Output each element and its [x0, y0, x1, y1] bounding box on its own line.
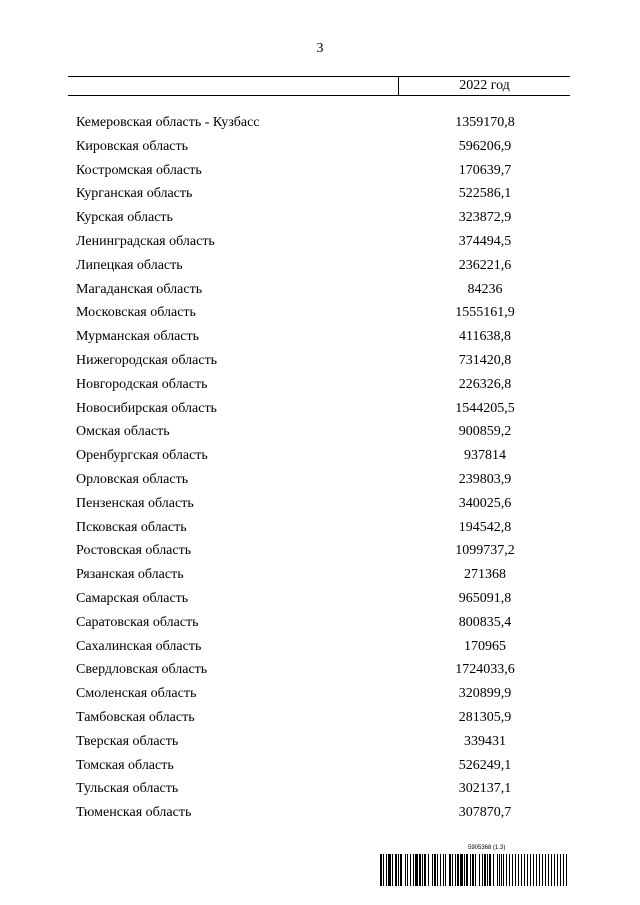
region-name: Пензенская область — [76, 495, 194, 511]
table-row — [0, 111, 640, 135]
table-row — [0, 373, 640, 397]
region-value: 323872,9 — [458, 210, 512, 226]
region-name: Тульская область — [76, 781, 179, 797]
region-value: 84236 — [467, 281, 503, 297]
table-row — [0, 254, 640, 278]
region-value: 339431 — [464, 733, 506, 749]
region-name: Кемеровская область - Кузбасс — [76, 115, 260, 130]
region-name: Саратовская область — [76, 614, 199, 630]
region-name: Омская область — [76, 424, 170, 440]
table-row — [0, 635, 640, 659]
region-name: Ростовская область — [76, 543, 192, 559]
region-value: 340025,6 — [458, 495, 512, 511]
table-row — [0, 206, 640, 230]
document-barcode — [380, 845, 570, 887]
table-row — [0, 682, 640, 706]
barcode-label: 5905368 (1.3) — [468, 845, 506, 851]
region-value: 731420,8 — [458, 352, 512, 368]
region-value: 194542,8 — [458, 519, 512, 535]
table-row — [0, 135, 640, 159]
year-column-header: 2022 год — [459, 78, 510, 93]
barcode-icon — [380, 854, 570, 886]
region-value: 1544205,5 — [455, 400, 515, 416]
table-row — [0, 611, 640, 635]
region-value: 1359170,8 — [455, 115, 515, 130]
region-value: 526249,1 — [458, 757, 512, 773]
region-value: 236221,6 — [458, 257, 512, 273]
region-value: 1099737,2 — [455, 543, 515, 559]
region-name: Тамбовская область — [76, 709, 195, 725]
region-value: 302137,1 — [458, 781, 512, 797]
table-row — [0, 492, 640, 516]
region-name: Самарская область — [76, 590, 189, 606]
region-name: Ленинградская область — [76, 233, 215, 249]
table-row — [0, 516, 640, 540]
table-row — [0, 159, 640, 183]
region-name: Магаданская область — [76, 281, 203, 297]
region-name: Липецкая область — [76, 257, 183, 273]
region-name: Курганская область — [76, 186, 193, 202]
table-row — [0, 230, 640, 254]
region-name: Курская область — [76, 210, 173, 226]
table-row — [0, 301, 640, 325]
table-row — [0, 420, 640, 444]
region-value: 271368 — [464, 567, 506, 583]
table-row — [0, 706, 640, 730]
region-value: 900859,2 — [458, 424, 512, 440]
region-name: Рязанская область — [76, 567, 184, 583]
region-value: 1724033,6 — [455, 662, 515, 678]
region-value: 374494,5 — [458, 233, 512, 249]
region-name: Новосибирская область — [76, 400, 217, 416]
region-name: Московская область — [76, 305, 196, 321]
region-value: 596206,9 — [458, 138, 512, 154]
table-row — [0, 444, 640, 468]
region-value: 320899,9 — [458, 686, 512, 702]
region-value: 226326,8 — [458, 376, 512, 392]
table-row — [0, 563, 640, 587]
region-value: 170965 — [464, 638, 506, 654]
region-value: 281305,9 — [458, 709, 512, 725]
region-value: 307870,7 — [458, 805, 512, 821]
region-name: Кировская область — [76, 138, 189, 154]
region-value: 1555161,9 — [455, 305, 515, 321]
region-name: Орловская область — [76, 471, 189, 487]
table-row — [0, 754, 640, 778]
region-name: Свердловская область — [76, 662, 208, 678]
page-number: 3 — [316, 41, 324, 56]
table-row — [0, 182, 640, 206]
region-name: Костромская область — [76, 162, 202, 178]
region-value: 800835,4 — [458, 614, 512, 630]
region-name: Псковская область — [76, 519, 187, 535]
region-name: Тюменская область — [76, 805, 192, 821]
table-row — [0, 801, 640, 825]
table-row — [0, 349, 640, 373]
region-name: Нижегородская область — [76, 352, 218, 368]
table-row — [0, 730, 640, 754]
table-row — [0, 539, 640, 563]
region-value: 170639,7 — [458, 162, 512, 178]
region-name: Новгородская область — [76, 376, 208, 392]
region-name: Томская область — [76, 757, 174, 773]
region-value: 522586,1 — [458, 186, 512, 202]
table-row — [0, 278, 640, 302]
region-value: 937814 — [464, 448, 506, 464]
region-name: Оренбургская область — [76, 448, 208, 464]
table-row — [0, 658, 640, 682]
region-value: 239803,9 — [458, 471, 512, 487]
table-row — [0, 397, 640, 421]
region-value: 411638,8 — [459, 329, 511, 345]
region-name: Тверская область — [76, 733, 179, 749]
table-row — [0, 777, 640, 801]
region-name: Сахалинская область — [76, 638, 202, 654]
table-header — [68, 76, 570, 96]
data-table — [0, 111, 640, 825]
region-name: Мурманская область — [76, 329, 200, 345]
region-value: 965091,8 — [458, 590, 512, 606]
table-row — [0, 587, 640, 611]
region-name: Смоленская область — [76, 686, 197, 702]
table-row — [0, 325, 640, 349]
table-row — [0, 468, 640, 492]
